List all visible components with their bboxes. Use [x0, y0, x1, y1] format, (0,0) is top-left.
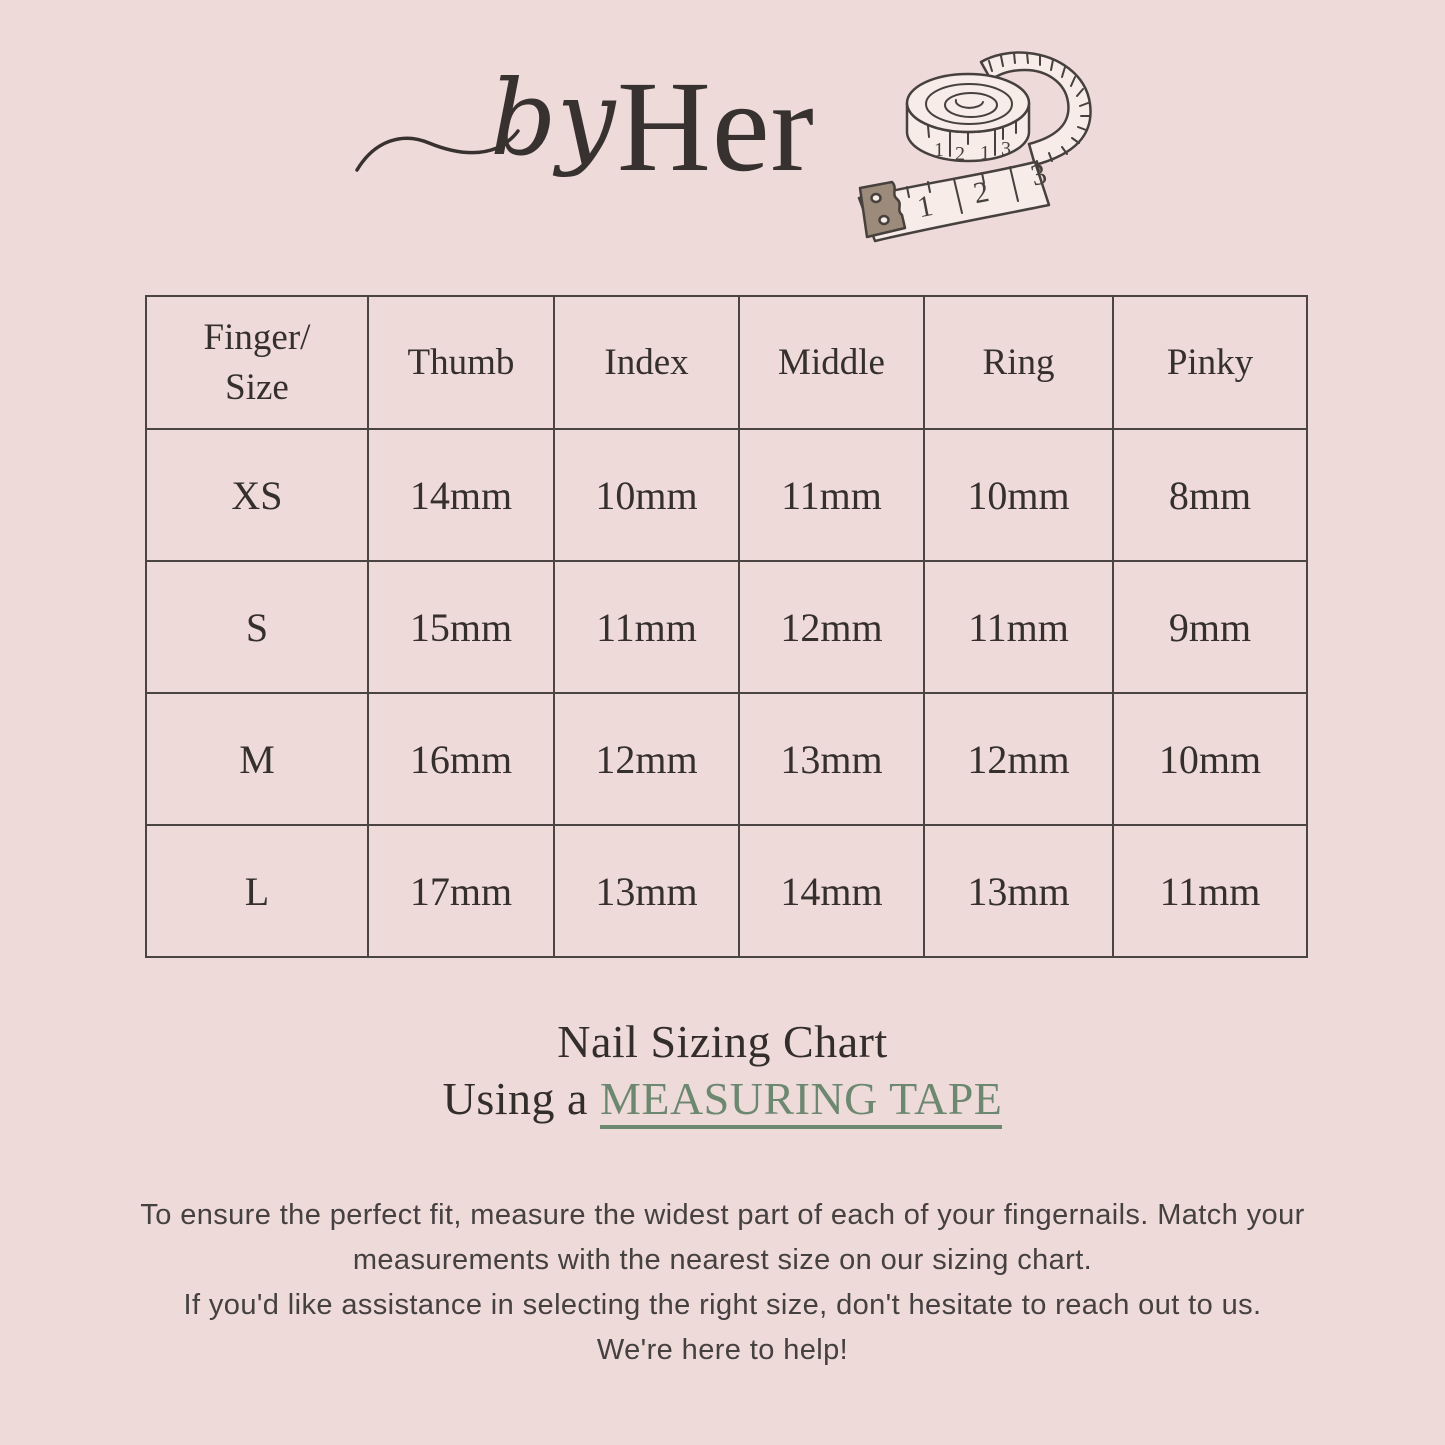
cell-value: 8mm — [1113, 429, 1307, 561]
cell-value: 13mm — [739, 693, 924, 825]
svg-text:1: 1 — [934, 139, 944, 161]
cell-value: 11mm — [739, 429, 924, 561]
paragraph-line: If you'd like assistance in selecting the right size, don't hesitate to reach out to us. — [183, 1289, 1262, 1321]
header-index: Index — [554, 296, 739, 429]
cell-value: 13mm — [924, 825, 1113, 957]
paragraph-line: To ensure the perfect fit, measure the widest part of each of your fingernails. Match your — [140, 1199, 1305, 1231]
size-label: S — [146, 561, 368, 693]
clip-hole — [872, 194, 881, 202]
header-thumb: Thumb — [368, 296, 554, 429]
cell-value: 17mm — [368, 825, 554, 957]
instructions-paragraph — [0, 1193, 1445, 1373]
cell-value: 10mm — [554, 429, 739, 561]
cell-value: 10mm — [924, 429, 1113, 561]
table-row-s — [146, 561, 1307, 693]
logo-text-by: by — [490, 57, 616, 179]
header-finger-size: Finger/ Size — [146, 296, 368, 429]
cell-value: 14mm — [739, 825, 924, 957]
cell-value: 10mm — [1113, 693, 1307, 825]
cell-value: 12mm — [924, 693, 1113, 825]
cell-value: 15mm — [368, 561, 554, 693]
cell-value: 11mm — [554, 561, 739, 693]
header-middle: Middle — [739, 296, 924, 429]
table-header-row — [146, 296, 1307, 429]
caption-subtitle — [0, 1070, 1445, 1127]
cell-value: 11mm — [924, 561, 1113, 693]
size-label: M — [146, 693, 368, 825]
table-row-l — [146, 825, 1307, 957]
svg-text:1: 1 — [914, 189, 936, 225]
chart-caption — [0, 1013, 1445, 1127]
paragraph-line: measurements with the nearest size on our sizing chart. — [352, 1244, 1093, 1276]
measuring-tape-icon — [843, 48, 1115, 246]
size-label: L — [146, 825, 368, 957]
svg-text:2: 2 — [970, 175, 992, 211]
nail-size-table — [145, 295, 1308, 958]
logo-text-her: Her — [617, 55, 815, 199]
caption-subtitle-prefix: Using a — [442, 1073, 600, 1124]
paragraph-line: We're here to help! — [596, 1334, 849, 1366]
svg-text:2: 2 — [955, 143, 965, 165]
clip-hole — [880, 216, 889, 224]
caption-title: Nail Sizing Chart — [557, 1016, 888, 1067]
svg-text:1: 1 — [980, 142, 990, 164]
header-pinky: Pinky — [1113, 296, 1307, 429]
cell-value: 14mm — [368, 429, 554, 561]
cell-value: 12mm — [554, 693, 739, 825]
measuring-tape-link[interactable]: MEASURING TAPE — [600, 1073, 1002, 1129]
cell-value: 9mm — [1113, 561, 1307, 693]
svg-text:3: 3 — [1001, 138, 1011, 160]
svg-text:3: 3 — [1027, 156, 1050, 193]
table-row-xs — [146, 429, 1307, 561]
cell-value: 11mm — [1113, 825, 1307, 957]
table-row-m — [146, 693, 1307, 825]
cell-value: 12mm — [739, 561, 924, 693]
header-ring: Ring — [924, 296, 1113, 429]
size-label: XS — [146, 429, 368, 561]
cell-value: 13mm — [554, 825, 739, 957]
cell-value: 16mm — [368, 693, 554, 825]
